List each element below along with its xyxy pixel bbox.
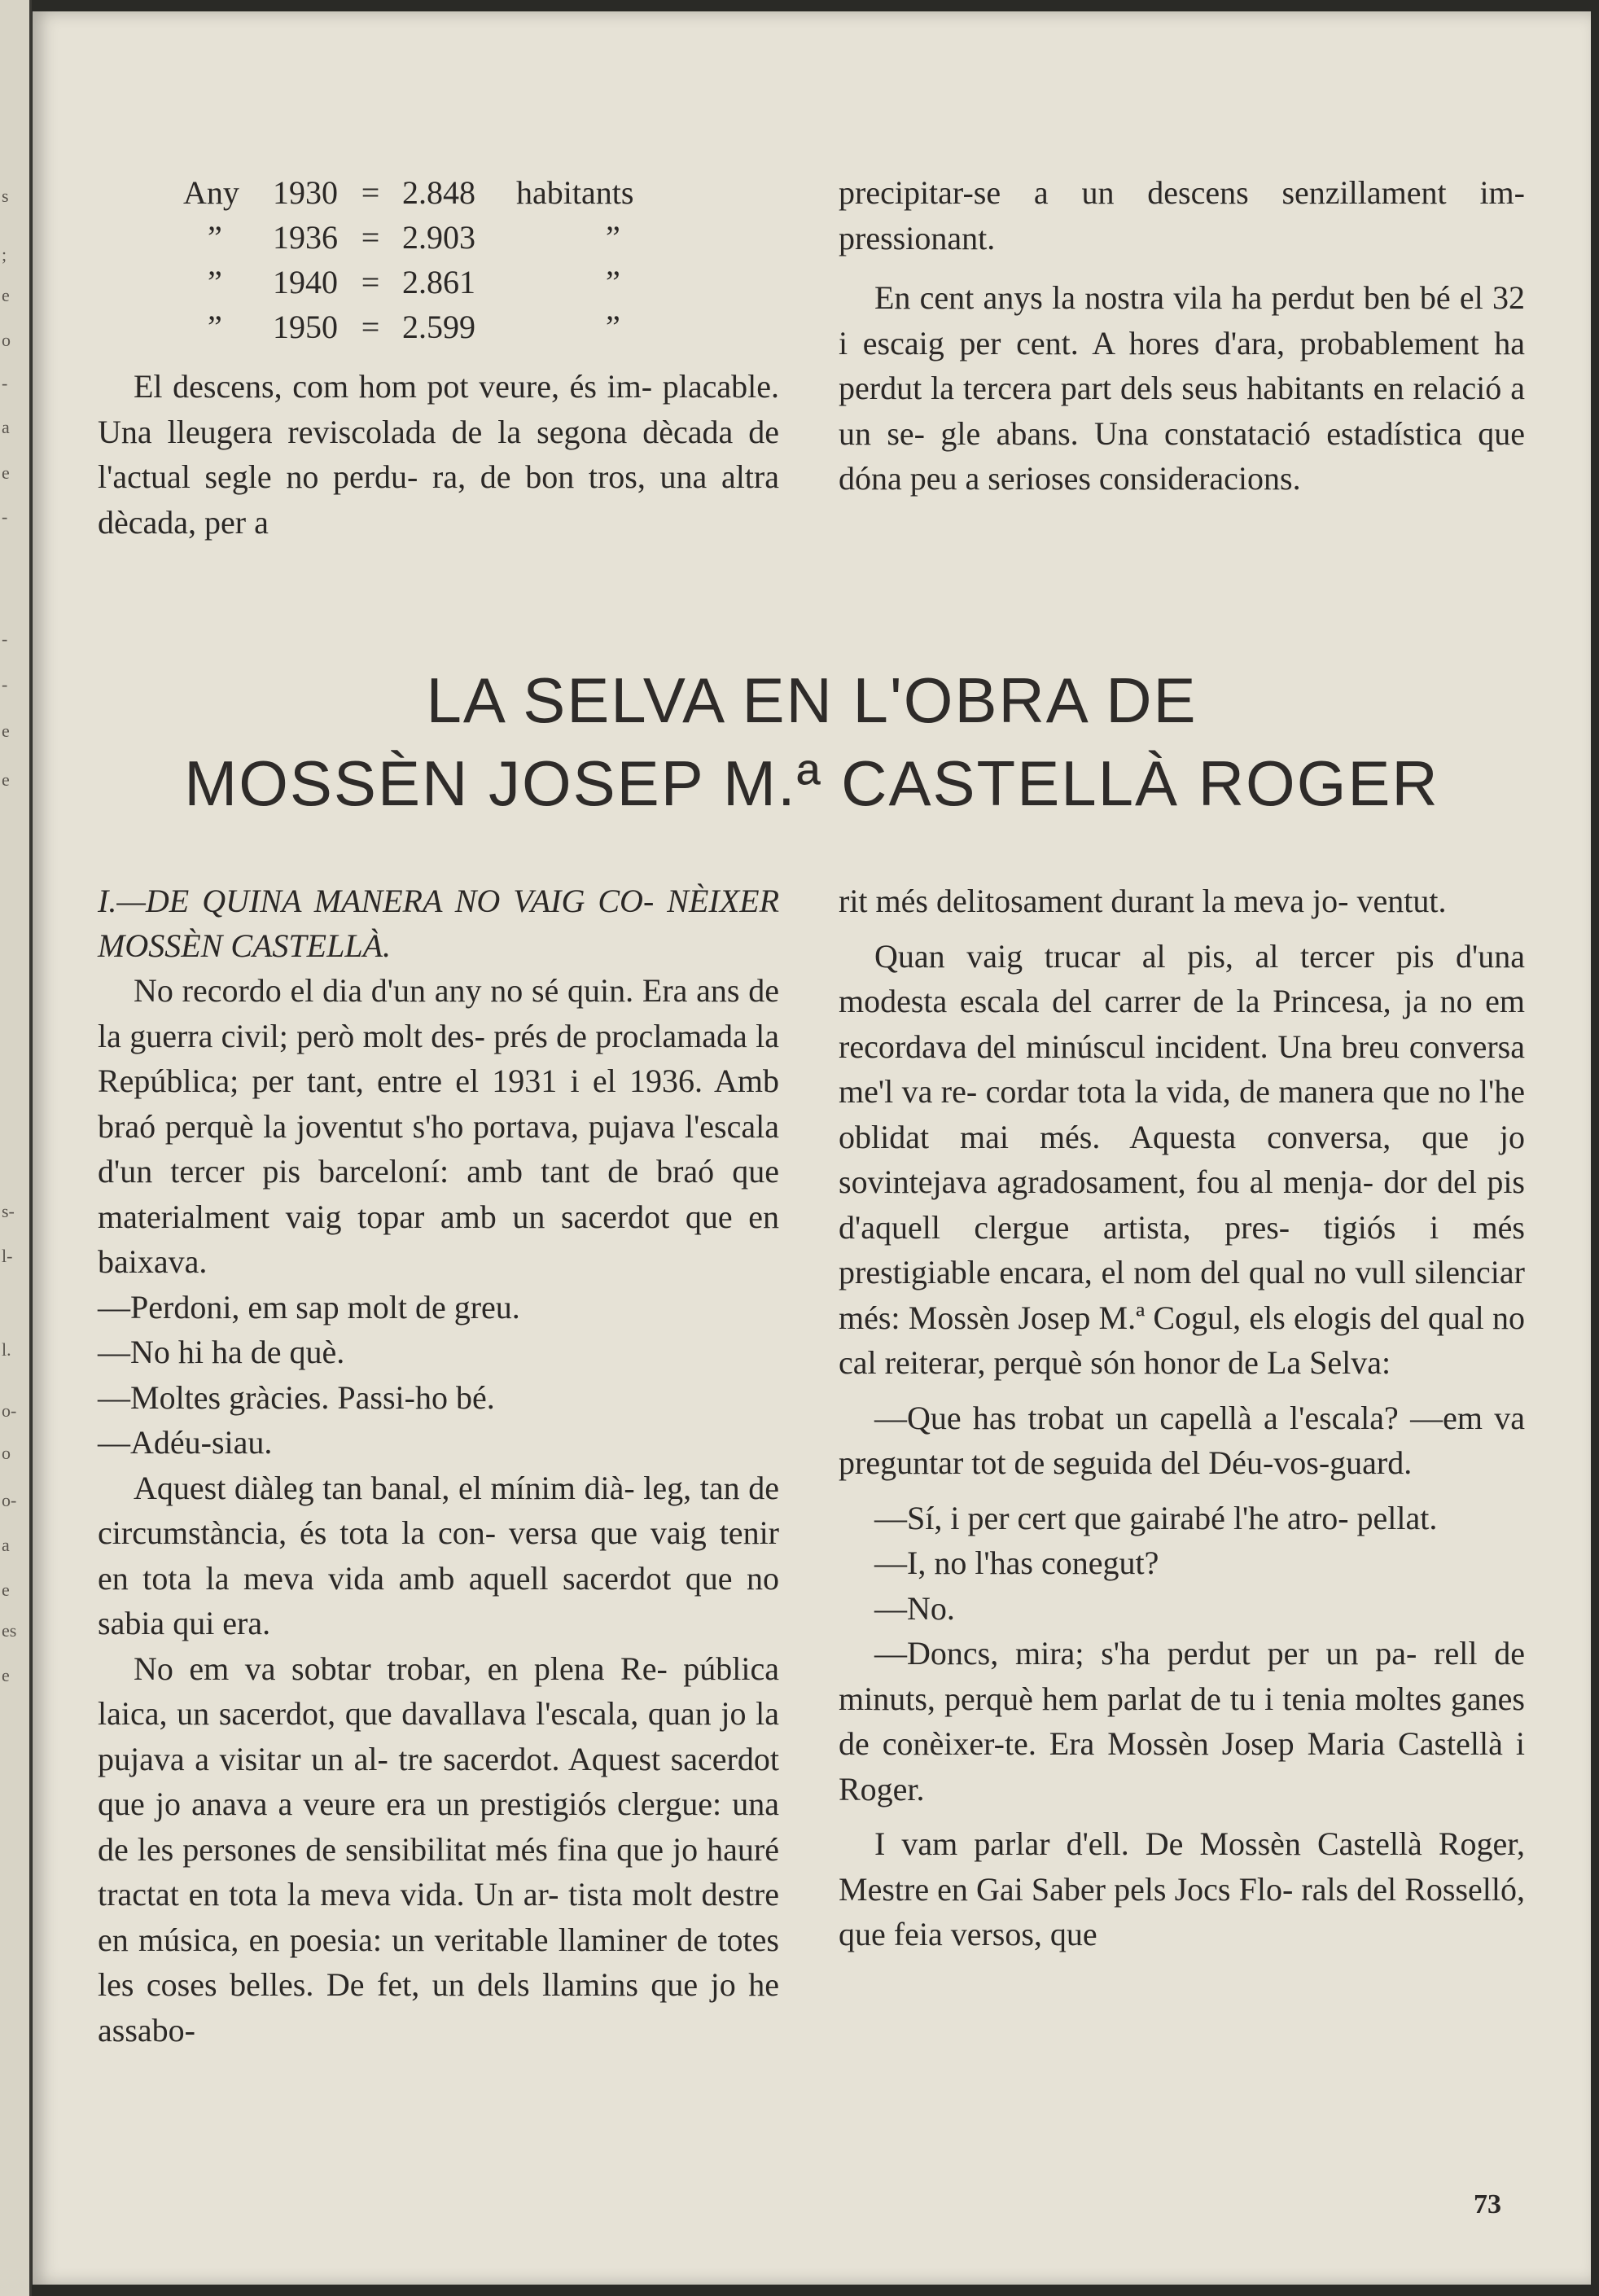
row-label: ”: [208, 309, 222, 345]
row-value: 2.861: [402, 264, 475, 300]
row-unit: ”: [606, 309, 620, 345]
population-table: [98, 170, 779, 349]
body-left-column: [98, 879, 779, 2053]
row-year: 1936: [273, 219, 338, 256]
margin-char: -: [2, 373, 8, 393]
margin-char: s: [2, 186, 9, 206]
paragraph: El descens, com hom pot veure, és im- placable. Una lleugera reviscolada de la segona dècada de l'actual segle no perdu- ra, de bon tros, una altra dècada, per a: [98, 368, 779, 541]
row-equals: =: [361, 219, 380, 256]
article-title-line-1: LA SELVA EN L'OBRA DE: [426, 664, 1198, 736]
dialogue-line: —No hi ha de què.: [98, 1334, 345, 1370]
paragraph: —Sí, i per cert que gairabé l'he atro- pellat.: [874, 1499, 1438, 1536]
paragraph: I vam parlar d'ell. De Mossèn Castellà Roger, Mestre en Gai Saber pels Jocs Flo- rals del Rosselló, que feia versos, que: [839, 1825, 1525, 1952]
margin-char: es: [2, 1620, 17, 1641]
row-label: Any: [183, 174, 239, 211]
row-value: 2.903: [402, 219, 475, 256]
dialogue-line: —Perdoni, em sap molt de greu.: [98, 1288, 520, 1325]
article-title-line-2: MOSSÈN JOSEP M.ª CASTELLÀ ROGER: [184, 747, 1439, 819]
body-right-column: [839, 879, 1525, 1957]
margin-char: a: [2, 1535, 10, 1555]
paragraph: —Doncs, mira; s'ha perdut per un pa- rell de minuts, perquè hem parlat de tu i tenia moltes ganes de conèixer-te. Era Mossèn Josep Maria Castellà i Roger.: [839, 1635, 1525, 1807]
margin-char: s-: [2, 1201, 15, 1221]
paragraph: Aquest diàleg tan banal, el mínim dià- leg, tan de circumstància, és tota la con- versa que vaig tenir en tota la meva vida amb aquell sacerdot que no sabia qui era.: [98, 1469, 779, 1641]
margin-char: e: [2, 1580, 10, 1600]
margin-char: o-: [2, 1400, 17, 1421]
dialogue-line: —Adéu-siau.: [98, 1424, 273, 1461]
margin-char: o: [2, 1443, 11, 1463]
population-row: [183, 215, 779, 260]
margin-char: ;: [2, 244, 7, 265]
population-row: [183, 305, 779, 349]
section-heading: I.—DE QUINA MANERA NO VAIG CO- NÈIXER MOSSÈN CASTELLÀ.: [98, 883, 779, 964]
page-number: 73: [1474, 2189, 1501, 2219]
paragraph: —Que has trobat un capellà a l'escala? —em va preguntar tot de seguida del Déu-vos-guard.: [839, 1399, 1525, 1481]
margin-char: o: [2, 330, 11, 350]
paragraph: No recordo el dia d'un any no sé quin. Era ans de la guerra civil; però molt des- prés de proclamada la República; per tant, entre el 1931 i el 1936. Amb braó perquè la joventut s'ho portava, pujava l'escala d'un tercer pis barceloní: amb tant de braó que materialment vaig topar amb un sacerdot que en baixava.: [98, 972, 779, 1280]
dialogue-line: —Moltes gràcies. Passi-ho bé.: [98, 1378, 495, 1416]
margin-char: o-: [2, 1490, 17, 1510]
paragraph: Quan vaig trucar al pis, al tercer pis d'una modesta escala del carrer de la Princesa, ja no em recordava del minúscul incident. Una breu conversa me'l va re- cordar tota la vida, de manera que no l'he oblidat mai més. Aquesta conversa, que jo sovintejava agradosament, fou al menja- dor del pis d'aquell clergue artista, pres- tigiós i més prestigiable encara, el nom del qual no vull silenciar més: Mossèn Josep M.ª Cogul, els elogis del qual no cal reiterar, perquè són honor de La Selva:: [839, 937, 1525, 1381]
margin-char: l-: [2, 1246, 13, 1266]
row-label: ”: [208, 264, 222, 300]
margin-char: -: [2, 629, 8, 649]
row-year: 1930: [273, 174, 338, 211]
margin-char: e: [2, 285, 10, 305]
row-value: 2.848: [402, 174, 475, 211]
row-label: ”: [208, 219, 222, 256]
row-unit: habitants: [516, 174, 634, 211]
row-equals: =: [361, 309, 380, 345]
row-year: 1940: [273, 264, 338, 300]
population-row: [183, 170, 779, 215]
margin-char: -: [2, 674, 8, 694]
margin-char: e: [2, 721, 10, 741]
dialogue-line: —No.: [874, 1589, 955, 1627]
dialogue-line: —I, no l'has conegut?: [874, 1545, 1159, 1581]
margin-char: a: [2, 417, 10, 437]
margin-char: -: [2, 506, 8, 527]
intro-left-column: [98, 170, 779, 545]
row-equals: =: [361, 264, 380, 300]
paragraph: precipitar-se a un descens senzillament im- pressionant.: [839, 174, 1525, 256]
page: [33, 11, 1591, 2285]
margin-char: l.: [2, 1339, 11, 1360]
row-unit: ”: [606, 219, 620, 256]
margin-char: e: [2, 462, 10, 483]
margin-char: e: [2, 1665, 10, 1685]
margin-char: e: [2, 769, 10, 790]
row-value: 2.599: [402, 309, 475, 345]
row-year: 1950: [273, 309, 338, 345]
paragraph: En cent anys la nostra vila ha perdut ben bé el 32 i escaig per cent. A hores d'ara, probablement ha perdut la tercera part dels seus habitants en relació a un se- gle abans. Una constatació estadística que dóna peu a serioses consideracions.: [839, 279, 1525, 497]
intro-right-column: [839, 170, 1525, 502]
paragraph: rit més delitosament durant la meva jo- ventut.: [839, 883, 1447, 919]
previous-page-edge: [0, 0, 32, 2296]
row-unit: ”: [606, 264, 620, 300]
population-row: [183, 260, 779, 305]
row-equals: =: [361, 174, 380, 211]
paragraph: No em va sobtar trobar, en plena Re- pública laica, un sacerdot, que davallava l'escala, quan jo la pujava a visitar un al- tre sacerdot. Aquest sacerdot que jo anava a veure era un prestigiós clergue: una de les persones de sensibilitat més fina que jo hauré tractat en tota la meva vida. Un ar- tista molt destre en música, en poesia: un veritable llaminer de totes les coses belles. De fet, un dels llamins que jo he assabo-: [98, 1650, 779, 2048]
